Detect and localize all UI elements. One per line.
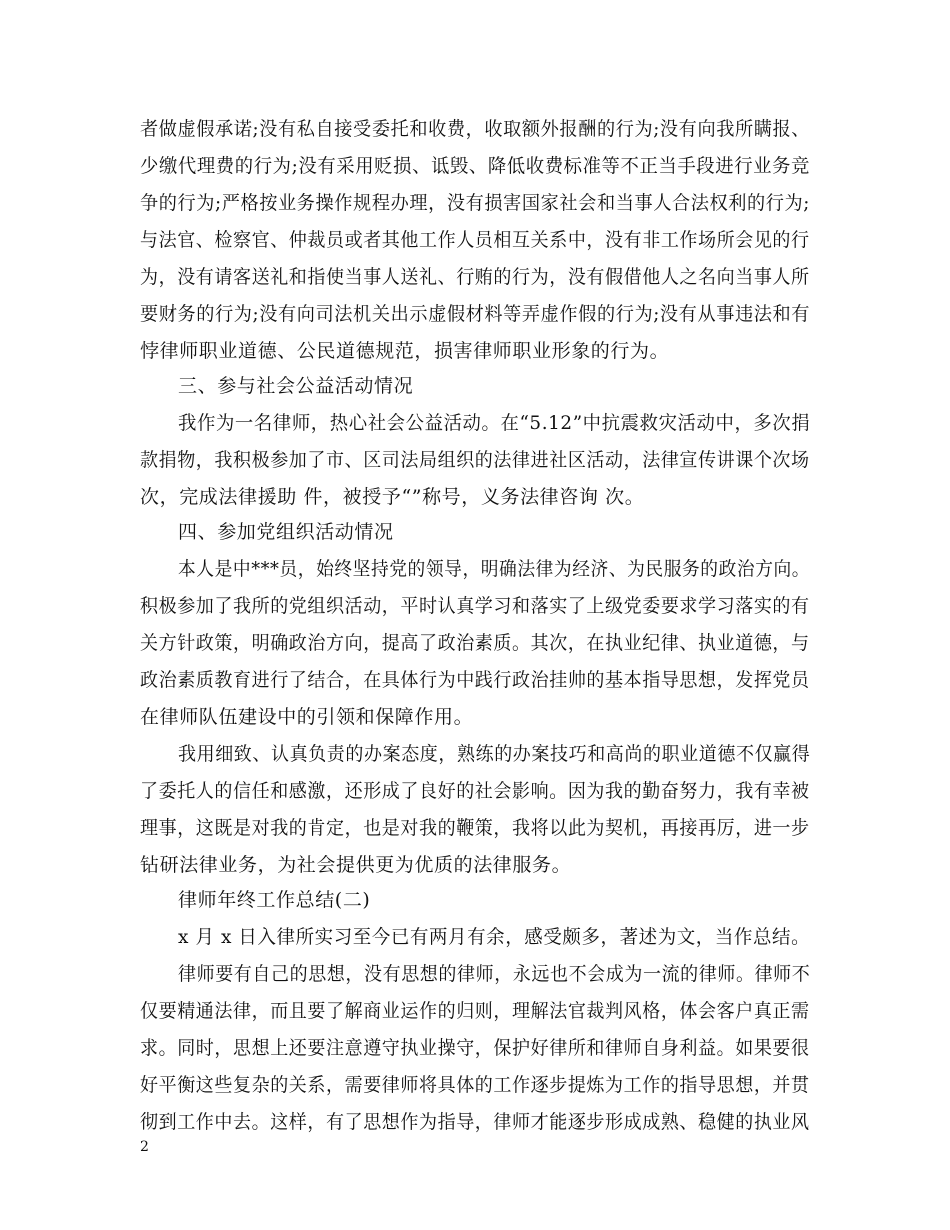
text-line: 政治素质教育进行了结合，在具体行为中践行政治挂帅的基本指导思想，发挥党员 <box>140 669 810 691</box>
text-line: 为，没有请客送礼和指使当事人送礼、行贿的行为，没有假借他人之名向当事人所 <box>140 266 810 288</box>
text-line: 理事，这既是对我的肯定，也是对我的鞭策，我将以此为契机，再接再厉，进一步 <box>140 817 810 839</box>
text-line: 钻研法律业务，为社会提供更为优质的法律服务。 <box>140 854 572 876</box>
text-line: 仅要精通法律，而且要了解商业运作的归则，理解法官裁判风格，体会客户真正需 <box>140 1000 810 1022</box>
text-line: 了委托人的信任和感激，还形成了良好的社会影响。因为我的勤奋努力，我有幸被 <box>140 780 810 802</box>
text-line: 积极参加了我所的党组织活动，平时认真学习和落实了上级党委要求学习落实的有 <box>140 595 810 617</box>
text-line: 彻到工作中去。这样，有了思想作为指导，律师才能逐步形成成熟、稳健的执业风 <box>140 1111 810 1133</box>
section-heading: 三、参与社会公益活动情况 <box>178 375 414 397</box>
text-line: 悖律师职业道德、公民道德规范，损害律师职业形象的行为。 <box>140 340 670 362</box>
section-heading: 四、参加党组织活动情况 <box>178 521 394 543</box>
text-line: 争的行为;严格按业务操作规程办理，没有损害国家社会和当事人合法权利的行为; <box>140 192 811 214</box>
text-line: 少缴代理费的行为;没有采用贬损、诋毁、降低收费标准等不正当手段进行业务竞 <box>140 155 811 177</box>
text-line: 与法官、检察官、仲裁员或者其他工作人员相互关系中，没有非工作场所会见的行 <box>140 229 810 251</box>
text-line: 本人是中***员，始终坚持党的领导，明确法律为经济、为民服务的政治方向。 <box>178 558 811 580</box>
text-line: 次，完成法律援助 件，被授予“”称号，义务法律咨询 次。 <box>140 486 645 508</box>
section-heading: 律师年终工作总结(二) <box>178 889 371 911</box>
text-line: 款捐物，我积极参加了市、区司法局组织的法律进社区活动，法律宣传讲课个次场 <box>140 449 810 471</box>
text-line: 求。同时，思想上还要注意遵守执业操守，保护好律所和律师自身利益。如果要很 <box>140 1037 810 1059</box>
text-line: 要财务的行为;没有向司法机关出示虚假材料等弄虚作假的行为;没有从事违法和有 <box>140 303 811 325</box>
text-line: 好平衡这些复杂的关系，需要律师将具体的工作逐步提炼为工作的指导思想，并贯 <box>140 1074 810 1096</box>
text-line: 我作为一名律师，热心社会公益活动。在“5.12”中抗震救灾活动中，多次捐 <box>178 412 811 434</box>
page-number: 2 <box>140 1139 149 1155</box>
text-line: 律师要有自己的思想，没有思想的律师，永远也不会成为一流的律师。律师不 <box>178 963 811 985</box>
text-line: 我用细致、认真负责的办案态度，熟练的办案技巧和高尚的职业道德不仅赢得 <box>178 743 811 765</box>
text-line: 在律师队伍建设中的引领和保障作用。 <box>140 706 474 728</box>
text-line: 关方针政策，明确政治方向，提高了政治素质。其次，在执业纪律、执业道德，与 <box>140 632 810 654</box>
text-line: x 月 x 日入律所实习至今已有两月有余，感受颇多，著述为文，当作总结。 <box>178 926 811 948</box>
text-line: 者做虚假承诺;没有私自接受委托和收费，收取额外报酬的行为;没有向我所瞒报、 <box>140 118 811 140</box>
